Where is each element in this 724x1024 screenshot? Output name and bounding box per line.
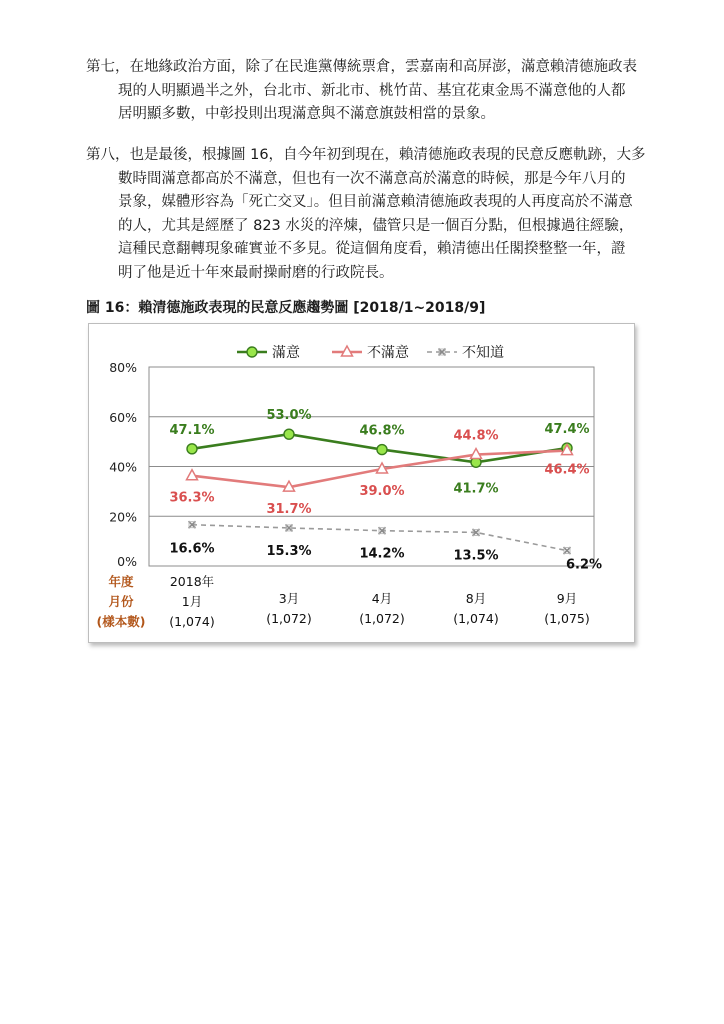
data-point <box>187 470 198 480</box>
y-tick-label: 80% <box>109 360 137 375</box>
x-category-label: (1,072) <box>266 611 312 626</box>
row-header-label: (樣本數) <box>96 614 146 629</box>
x-category-label: 2018年 <box>169 574 215 589</box>
data-label: 14.2% <box>359 546 405 562</box>
y-tick-label: 0% <box>117 554 137 569</box>
data-label: 47.1% <box>169 422 215 438</box>
data-label: 31.7% <box>266 502 312 518</box>
data-label: 13.5% <box>453 548 499 564</box>
x-category-label: (1,074) <box>169 614 215 629</box>
paragraph-line: 這種民意翻轉現象確實並不多見。從這個角度看，賴清德出任閣揆整整一年，證 <box>118 241 626 257</box>
data-point <box>284 429 294 439</box>
data-label: 46.4% <box>544 462 590 478</box>
data-label: 47.4% <box>544 422 590 438</box>
figure-caption: 圖 16：賴清德施政表現的民意反應趨勢圖 [2018/1~2018/9] <box>86 300 486 316</box>
x-category-label: 9月 <box>556 591 578 606</box>
legend-label: 不滿意 <box>367 345 409 361</box>
data-label: 44.8% <box>453 428 499 444</box>
legend-label: 不知道 <box>462 345 504 361</box>
data-label: 15.3% <box>266 543 312 559</box>
data-label: 53.0% <box>266 408 312 424</box>
data-label: 41.7% <box>453 481 499 497</box>
legend-marker <box>247 347 257 357</box>
x-category-label: 1月 <box>181 594 203 609</box>
data-point <box>564 547 571 554</box>
data-label: 6.2% <box>565 557 603 573</box>
paragraph-eighth <box>86 144 666 285</box>
y-tick-label: 40% <box>109 459 137 475</box>
paragraph-line: 第八，也是最後，根據圖 16，自今年初到現在，賴清德施政表現的民意反應軌跡，大多 <box>86 147 646 163</box>
data-label: 16.6% <box>169 541 215 557</box>
paragraph-line: 居明顯多數，中彰投則出現滿意與不滿意旗鼓相當的景象。 <box>118 106 495 122</box>
data-point <box>377 445 387 455</box>
paragraph-seventh <box>86 56 666 127</box>
data-label: 39.0% <box>359 483 405 499</box>
x-category-label: (1,075) <box>544 611 590 626</box>
data-label: 36.3% <box>169 490 215 506</box>
paragraph-line: 第七，在地緣政治方面，除了在民進黨傳統票倉，雲嘉南和高屏澎，滿意賴清德施政表 <box>86 59 637 75</box>
paragraph-line: 景象，媒體形容為「死亡交叉」。但目前滿意賴清德施政表現的人再度高於不滿意 <box>118 194 633 210</box>
paragraph-line: 數時間滿意都高於不滿意，但也有一次不滿意高於滿意的時候，那是今年八月的 <box>118 170 626 187</box>
x-category-label: (1,072) <box>359 611 405 626</box>
data-label: 46.8% <box>359 423 405 439</box>
x-category-label: 4月 <box>371 591 393 606</box>
paragraph-line: 現的人明顯過半之外，台北市、新北市、桃竹苗、基宜花東金馬不滿意他的人都 <box>118 82 626 99</box>
paragraph-line: 明了他是近十年來最耐操耐磨的行政院長。 <box>118 264 394 281</box>
data-point <box>187 444 197 454</box>
row-header-label: 年度 <box>108 574 134 589</box>
row-header-label: 月份 <box>108 594 134 609</box>
y-tick-label: 20% <box>109 509 137 525</box>
trend-chart <box>89 324 634 642</box>
x-category-label: (1,074) <box>453 611 499 626</box>
legend-label: 滿意 <box>272 345 300 361</box>
paragraph-line: 的人，尤其是經歷了 823 水災的淬煉，儘管只是一個百分點，但根據過往經驗， <box>118 217 634 234</box>
chart-frame <box>88 323 635 643</box>
x-category-label: 8月 <box>465 591 487 606</box>
y-tick-label: 60% <box>109 409 137 425</box>
x-category-label: 3月 <box>278 591 300 606</box>
